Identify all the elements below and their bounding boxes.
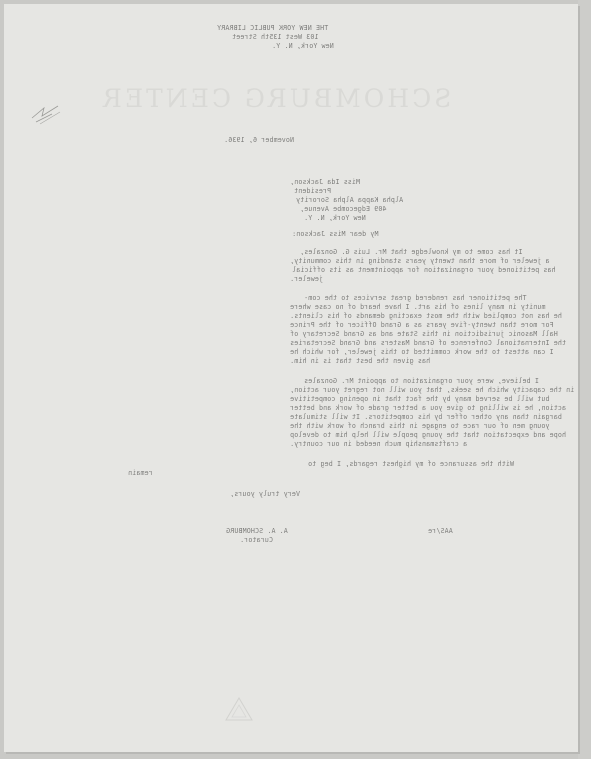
letterhead-line-3: New York, N. Y. (272, 42, 334, 50)
paragraph-1-line: a jeweler of more than twenty years standing in this community, (290, 257, 550, 265)
paragraph-2-line: Hall Masonic jurisdiction in this State and as Grand Secretary of (290, 330, 558, 338)
paragraph-1-line: jeweler. (290, 275, 323, 283)
paragraph-3-line: a craftsmanship much needed in our country. (290, 440, 468, 448)
paragraph-2-line: the International Conference of Grand Masters and Grand Secretaries (290, 339, 567, 347)
signer-title: Curator. (240, 536, 273, 544)
letter-page (4, 4, 578, 752)
paragraph-1-line: has petitioned your organization for appointment as its official (292, 266, 556, 274)
signer-name: A. A. SCHOMBURG (226, 527, 288, 535)
watermark: SCHOMBURG CENTER (100, 84, 452, 113)
paragraph-3-line: I believe, were your organization to appoint Mr. Gonzales (304, 377, 539, 385)
closing: Very truly yours, (230, 490, 301, 498)
paragraph-2-line: munity in many lines of his art. I have heard of no case where (290, 303, 546, 311)
paragraph-4-line: remain (128, 469, 153, 477)
paragraph-4-line: With the assurance of my highest regards, I beg to (308, 460, 514, 468)
page-edge-strip (578, 0, 591, 759)
recipient-name: Miss Ida Jackson, (290, 178, 361, 186)
letterhead-line-1: THE NEW YORK PUBLIC LIBRARY (217, 24, 329, 32)
recipient-city: New York, N. Y. (304, 214, 366, 222)
paragraph-2-line: The petitioner has rendered great services to the com- (304, 294, 527, 302)
recipient-title: President (294, 187, 332, 195)
paragraph-3-line: but will be served many by the fact that in opening competitive (290, 395, 550, 403)
paragraph-3-line: young men of our race to engage in this branch of work with the (290, 422, 550, 430)
paragraph-3-line: hope and expectation that the young people will help him to develop (290, 431, 567, 439)
paragraph-3-line: action, he is willing to give you a better grade of work and better (290, 404, 567, 412)
recipient-address: 409 Edgecombe Avenue, (300, 205, 387, 213)
letter-date: November 6, 1936. (224, 136, 295, 144)
paragraph-2-line: has given the best that is in him. (290, 357, 431, 365)
paragraph-3-line: bargain than any other offer by his competitors. It will stimulate (290, 413, 562, 421)
paragraph-2-line: For more than twenty-five years as a Grand Officer of the Prince (290, 321, 554, 329)
paragraph-2-line: I can attest to the work committed to this jeweler, for which he (290, 348, 554, 356)
typist-initials: AAS/re (428, 527, 453, 535)
paragraph-1-line: It has come to my knowledge that Mr. Luis G. Gonzales, (300, 248, 523, 256)
paragraph-3-line: in the capacity which he seeks, that you will not regret your action, (290, 386, 575, 394)
library-seal-icon (224, 696, 254, 722)
salutation: My dear Miss Jackson: (292, 230, 379, 238)
letterhead-line-2: 103 West 135th Street (232, 33, 319, 41)
paragraph-2-line: he has not complied with the most exacting demands of his clients. (290, 312, 562, 320)
pencil-mark-icon (30, 102, 64, 126)
recipient-org: Alpha Kappa Alpha Sorority (296, 196, 404, 204)
